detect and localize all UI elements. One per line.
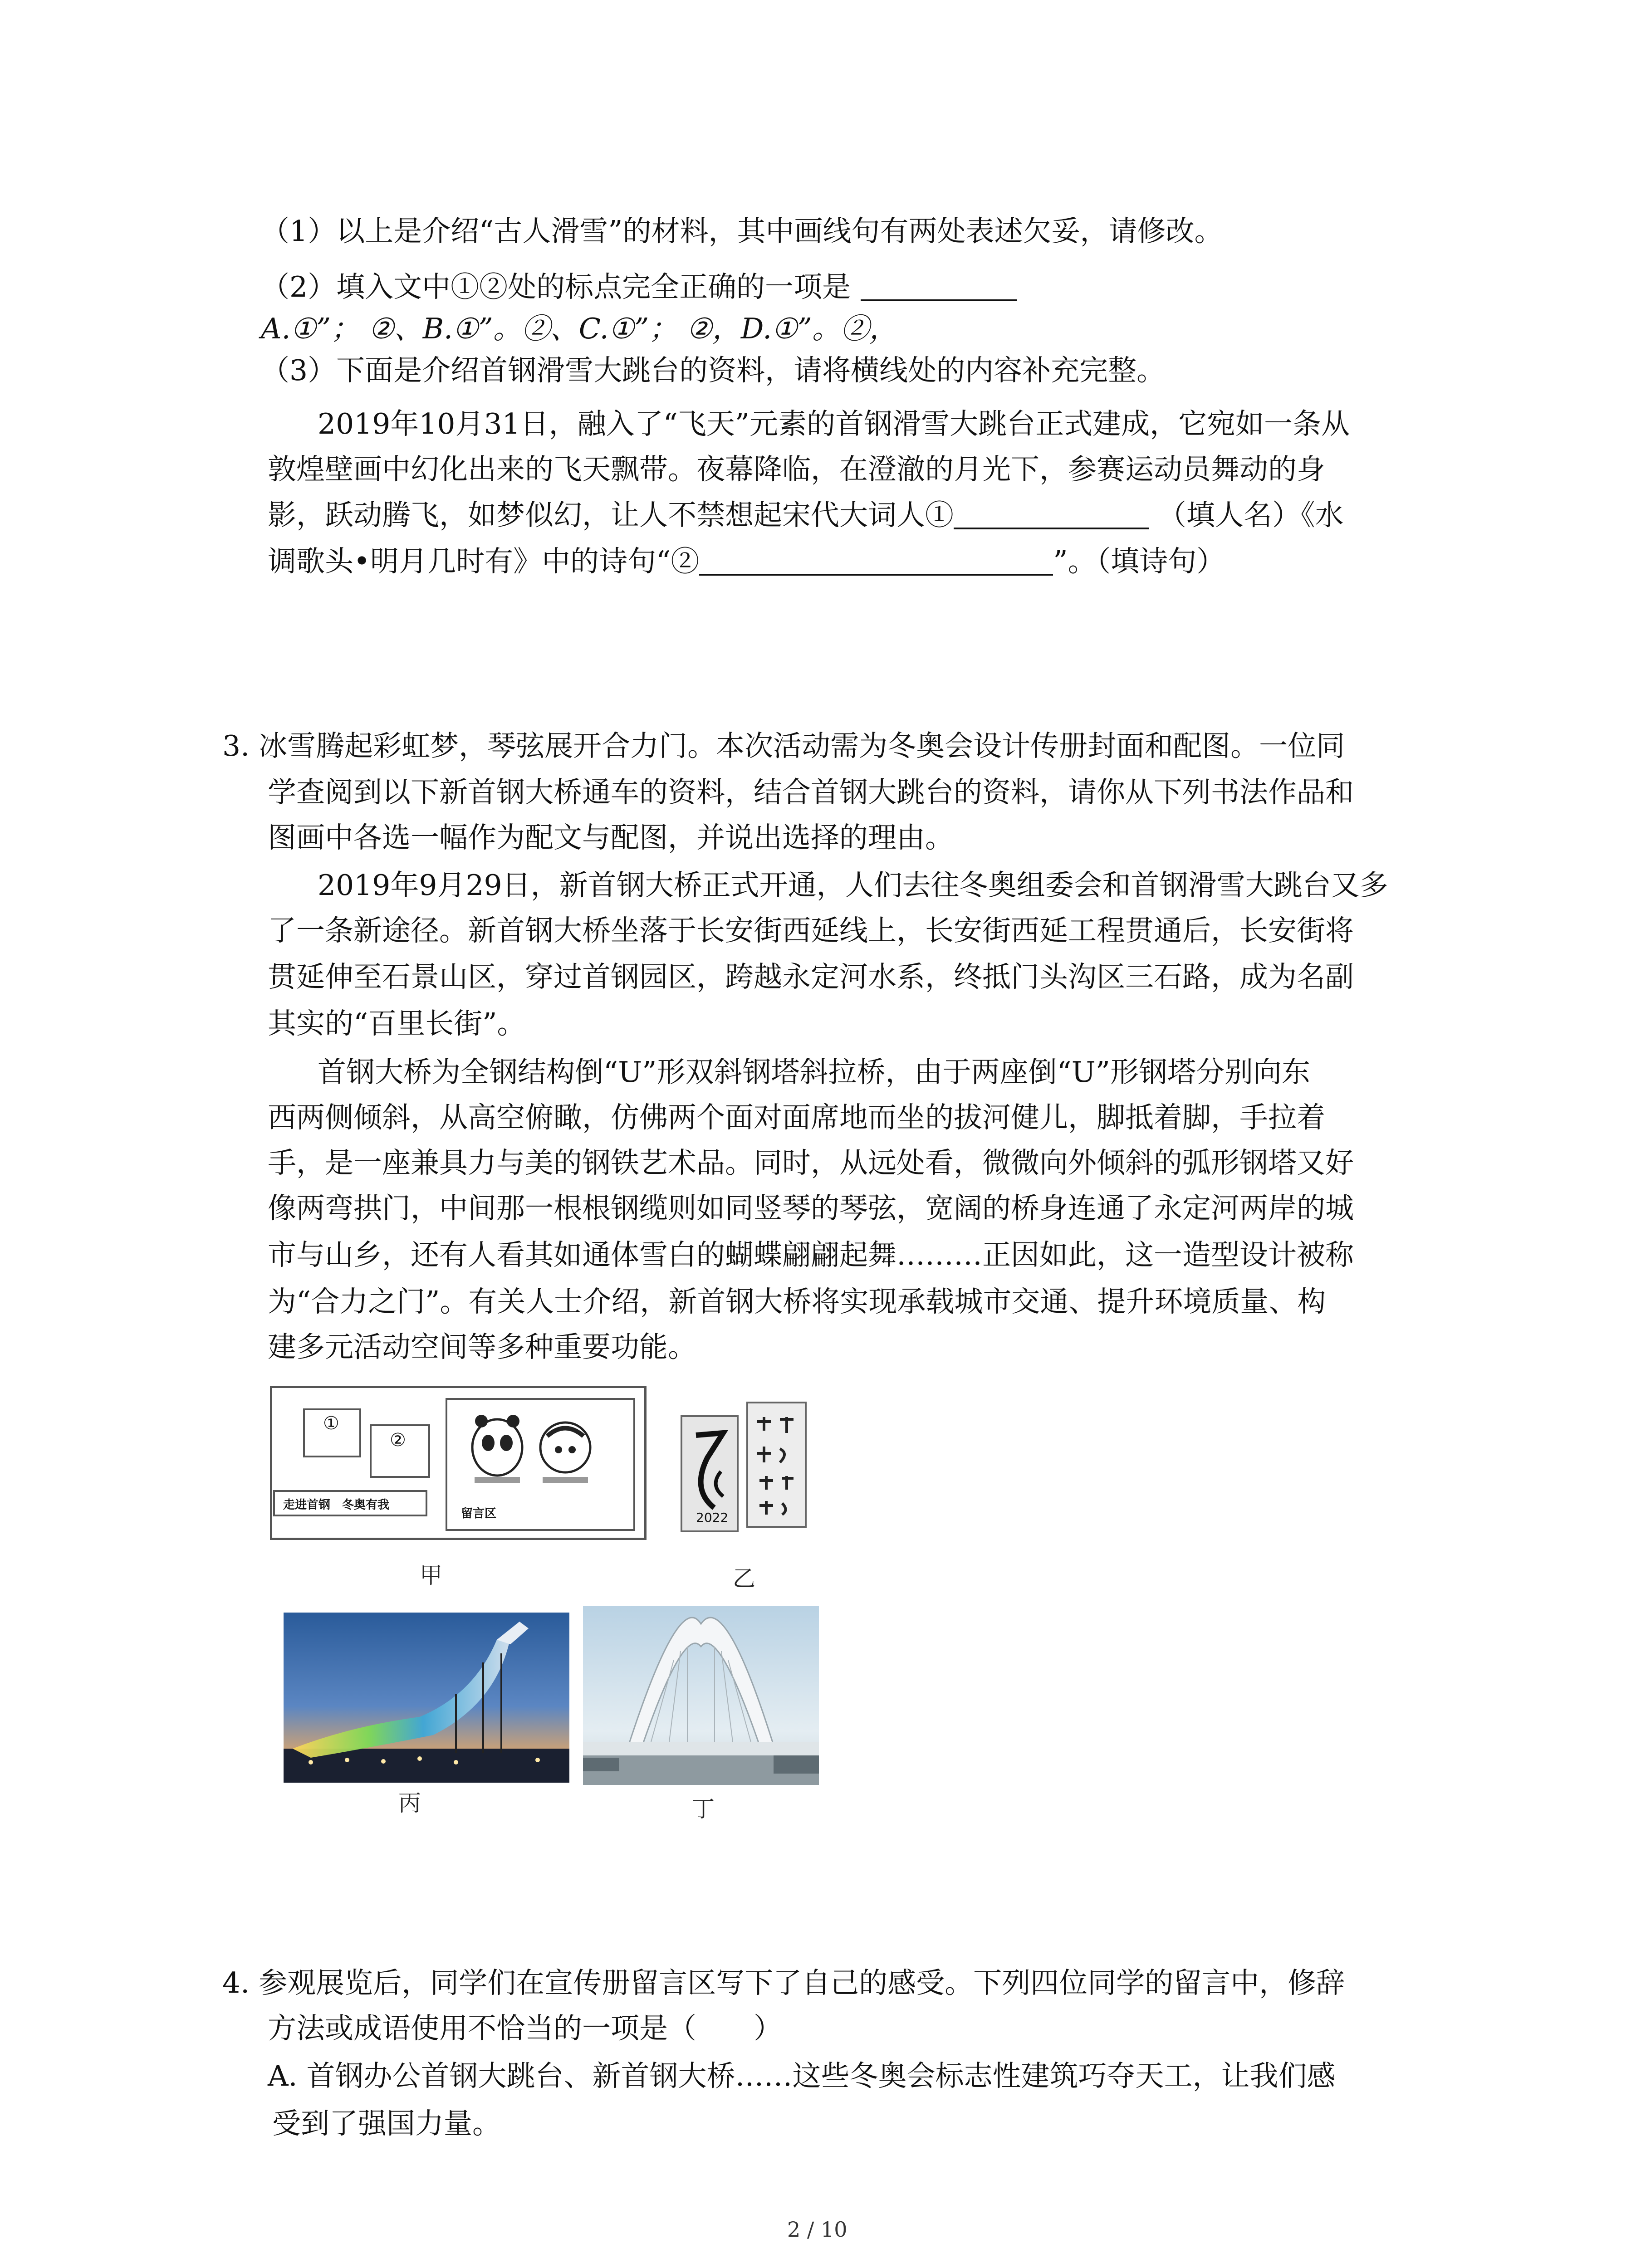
caption-yi: 乙 bbox=[733, 1565, 755, 1592]
q3-line-6: 贯延伸至石景山区，穿过首钢园区，跨越永定河水系，终抵门头沟区三石路，成为名副 bbox=[268, 960, 1354, 993]
q2-p4-text: 调歌头•明月几时有》中的诗句“② bbox=[268, 545, 700, 578]
q2-p4-tail: ”。（填诗句） bbox=[1053, 545, 1225, 578]
ski-jump-photo bbox=[284, 1613, 569, 1783]
q3-line-10: 手，是一座兼具力与美的钢铁艺术品。同时，从远处看，微微向外倾斜的弧形钢塔又好 bbox=[268, 1146, 1354, 1179]
q2-paragraph-line-2: 敦煌壁画中幻化出来的飞天飘带。夜幕降临，在澄澈的月光下，参赛运动员舞动的身 bbox=[268, 453, 1325, 486]
caption-jia: 甲 bbox=[420, 1562, 442, 1589]
q2-p3-text: 影，跃动腾飞，如梦似幻，让人不禁想起宋代大词人① bbox=[268, 499, 954, 532]
calligraphy-2 bbox=[746, 1402, 807, 1528]
caption-bing: 丙 bbox=[398, 1790, 421, 1816]
calligraphy-script-icon bbox=[748, 1403, 805, 1526]
q2-paragraph-line-3 bbox=[268, 499, 1344, 532]
jia-box-1 bbox=[303, 1408, 361, 1457]
jia-message-area-label: 留言区 bbox=[461, 1507, 497, 1520]
jia-banner: 走进首钢 冬奥有我 bbox=[273, 1490, 427, 1516]
jia-box-2 bbox=[370, 1424, 430, 1478]
q3-line-4: 2019年9月29日，新首钢大桥正式开通，人们去往冬奥组委会和首钢滑雪大跳台又多 bbox=[318, 869, 1388, 902]
figure-yi bbox=[674, 1388, 819, 1535]
q3-line-8: 首钢大桥为全钢结构倒“U”形双斜钢塔斜拉桥，由于两座倒“U”形钢塔分别向东 bbox=[318, 1056, 1311, 1089]
q3-line-5: 了一条新途径。新首钢大桥坐落于长安街西延线上，长安街西延工程贯通后，长安街将 bbox=[268, 914, 1354, 947]
q3-line-2: 学查阅到以下新首钢大桥通车的资料，结合首钢大跳台的资料，请你从下列书法作品和 bbox=[268, 776, 1354, 809]
q4-line-2: 方法或成语使用不恰当的一项是（ ） bbox=[268, 2012, 782, 2045]
q2-sub1: （1）以上是介绍“古人滑雪”的材料，其中画线句有两处表述欠妥，请修改。 bbox=[261, 215, 1223, 248]
figure-ding bbox=[583, 1606, 819, 1785]
figure-bing bbox=[284, 1613, 569, 1783]
jia-box-1-label: ① bbox=[323, 1413, 339, 1434]
panda-mascot-icon bbox=[472, 1415, 522, 1483]
q4-option-a-line-1[interactable]: A. 首钢办公首钢大跳台、新首钢大桥……这些冬奥会标志性建筑巧夺天工，让我们感 bbox=[268, 2059, 1336, 2092]
jia-left-panel bbox=[272, 1388, 445, 1538]
arch-bridge-photo bbox=[583, 1606, 819, 1785]
blank-poet-name[interactable] bbox=[954, 500, 1149, 529]
q2-options: A.①”； ②、B.①”。②、C.①”； ②，D.①”。②， bbox=[261, 312, 898, 345]
q3-line-13: 为“合力之门”。有关人士介绍，新首钢大桥将实现承载城市交通、提升环境质量、构 bbox=[268, 1285, 1326, 1318]
q3-line-1: 3. 冰雪腾起彩虹梦，琴弦展开合力门。本次活动需为冬奥会设计传册封面和配图。一位同 bbox=[222, 729, 1345, 763]
q2-paragraph-line-4 bbox=[268, 547, 1225, 576]
q3-line-11: 像两弯拱门，中间那一根根钢缆则如同竖琴的琴弦，宽阔的桥身连通了永定河两岸的城 bbox=[268, 1192, 1354, 1225]
caption-ding: 丁 bbox=[692, 1796, 715, 1822]
blank-poem-line[interactable] bbox=[699, 547, 1053, 576]
q4-option-a-line-2: 受到了强国力量。 bbox=[272, 2107, 501, 2140]
jia-box-2-label: ② bbox=[390, 1430, 406, 1451]
jia-right-panel bbox=[446, 1398, 635, 1531]
calligraphy-1 bbox=[681, 1415, 739, 1532]
calligraphy-year: 2022 bbox=[696, 1510, 729, 1525]
q2-p3-tail: （填人名）《水 bbox=[1158, 499, 1344, 532]
q2-sub2 bbox=[261, 272, 1017, 301]
q3-line-14: 建多元活动空间等多种重要功能。 bbox=[268, 1330, 696, 1364]
q3-line-9: 西两侧倾斜，从高空俯瞰，仿佛两个面对面席地而坐的拔河健儿，脚抵着脚，手拉着 bbox=[268, 1101, 1325, 1134]
q4-line-1: 4. 参观展览后，同学们在宣传册留言区写下了自己的感受。下列四位同学的留言中，修辞 bbox=[222, 1966, 1345, 1999]
q2-sub2-text: （2）填入文中①②处的标点完全正确的一项是 bbox=[261, 270, 851, 303]
q3-line-12: 市与山乡，还有人看其如通体雪白的蝴蝶翩翩起舞………正因如此，这一造型设计被称 bbox=[268, 1238, 1354, 1271]
q2-paragraph-line-1: 2019年10月31日，融入了“飞天”元素的首钢滑雪大跳台正式建成，它宛如一条从 bbox=[318, 407, 1350, 440]
lantern-mascot-icon bbox=[540, 1422, 590, 1483]
mascot-icons bbox=[465, 1411, 602, 1488]
q3-line-3: 图画中各选一幅作为配文与配图，并说出选择的理由。 bbox=[268, 821, 954, 854]
q2-sub3: （3）下面是介绍首钢滑雪大跳台的资料，请将横线处的内容补充完整。 bbox=[261, 354, 1166, 387]
q3-line-7: 其实的“百里长街”。 bbox=[268, 1007, 526, 1040]
blank-answer-q2-2[interactable] bbox=[861, 272, 1017, 301]
figure-jia bbox=[270, 1386, 647, 1540]
page-number: 2 / 10 bbox=[787, 2217, 847, 2242]
